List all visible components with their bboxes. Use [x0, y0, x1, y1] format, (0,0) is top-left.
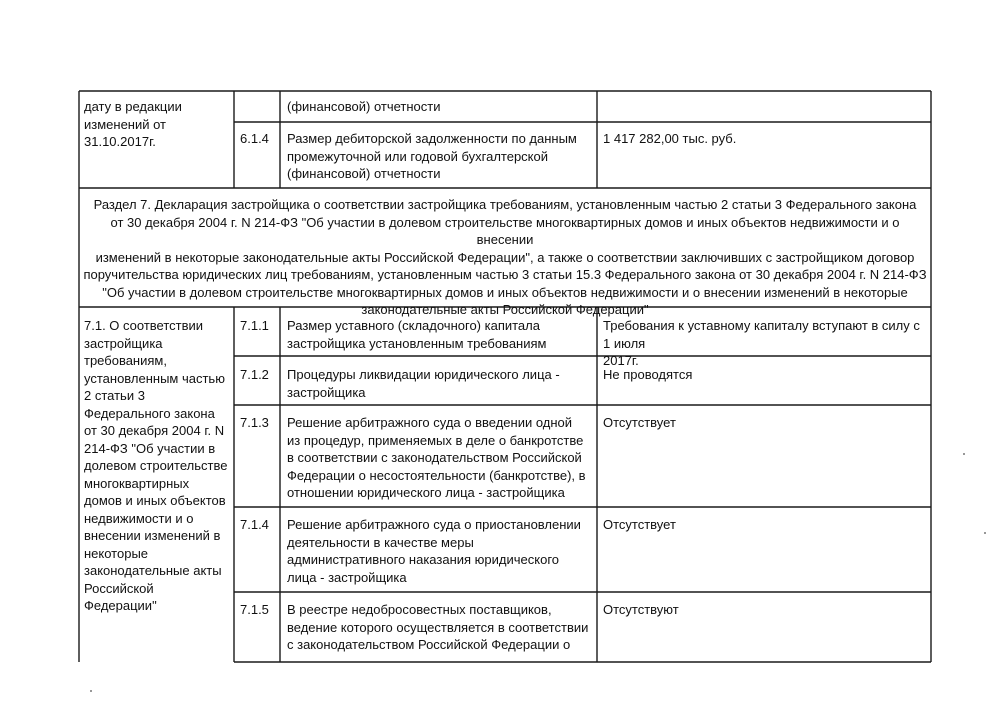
- row-7-1-2-number: 7.1.2: [240, 367, 269, 382]
- row-7-1-2-value: Не проводятся: [603, 367, 693, 382]
- row-7-1-1-description: Размер уставного (складочного) капитала застройщика установленным требованиям: [287, 318, 547, 351]
- scan-speck: [984, 532, 986, 534]
- top-left-cell-text: дату в редакции изменений от 31.10.2017г.: [84, 99, 182, 149]
- group-7-1-left-cell: 7.1. О соответствии застройщика требованиям, установленным частью 2 статьи 3 Федерального закона от 30 декабря 2004 г. N 214-ФЗ "Об участии в долевом строительстве многоквартирных домов и иных объектов недвижимости и о внесении изменений в некоторые законодательные акты Российской Федерации": [84, 318, 228, 613]
- row-6-1-4-value: 1 417 282,00 тыс. руб.: [603, 131, 737, 146]
- row-7-1-5-description: В реестре недобросовестных поставщиков, ведение которого осуществляется в соответствии с законодательством Российской Федерации о: [287, 602, 589, 652]
- row-7-1-4-description: Решение арбитражного суда о приостановлении деятельности в качестве меры административного наказания юридического лица - застройщика: [287, 517, 581, 585]
- row-7-1-4-value: Отсутствует: [603, 517, 676, 532]
- scan-speck: [90, 690, 92, 692]
- scan-speck: [963, 453, 965, 455]
- row-7-1-3-description: Решение арбитражного суда о введении одной из процедур, применяемых в деле о банкротстве в соответствии с законодательством Российской Федерации о несостоятельности (банкротстве), в отношении юридического лица - застройщика: [287, 415, 586, 500]
- row-6-1-4-description: Размер дебиторской задолженности по данным промежуточной или годовой бухгалтерской (финансовой) отчетности: [287, 131, 577, 181]
- section-7-heading: Раздел 7. Декларация застройщика о соответствии застройщика требованиям, установленным частью 2 статьи 3 Федерального закона от 30 декабря 2004 г. N 214-ФЗ "Об участии в долевом строительстве многоквартирных домов и иных объектов недвижимости и о внесении изменений в некоторые законодательные акты Российской Федерации", а также о соответствии заключивших с застройщиком договор поручительства юридических лиц требованиям, установленным частью 3 статьи 15.3 Федерального закона от 30 декабря 2004 г. N 214-ФЗ "Об участии в долевом строительстве многоквартирных домов и иных объектов недвижимости и о внесении изменений в некоторые законодательные акты Российской Федерации": [83, 197, 927, 317]
- row-6-1-4-number: 6.1.4: [240, 131, 269, 146]
- row-7-1-4-number: 7.1.4: [240, 517, 269, 532]
- row-7-1-5-value: Отсутствуют: [603, 602, 679, 617]
- row-7-1-3-number: 7.1.3: [240, 415, 269, 430]
- row-7-1-3-value: Отсутствует: [603, 415, 676, 430]
- row-7-1-5-number: 7.1.5: [240, 602, 269, 617]
- row-7-1-1-number: 7.1.1: [240, 318, 269, 333]
- row-7-1-2-description: Процедуры ликвидации юридического лица - застройщика: [287, 367, 560, 400]
- row-6-1-3-description-continuation: (финансовой) отчетности: [287, 99, 441, 114]
- row-7-1-1-value: Требования к уставному капиталу вступают в силу с 1 июля 2017г.: [603, 318, 920, 368]
